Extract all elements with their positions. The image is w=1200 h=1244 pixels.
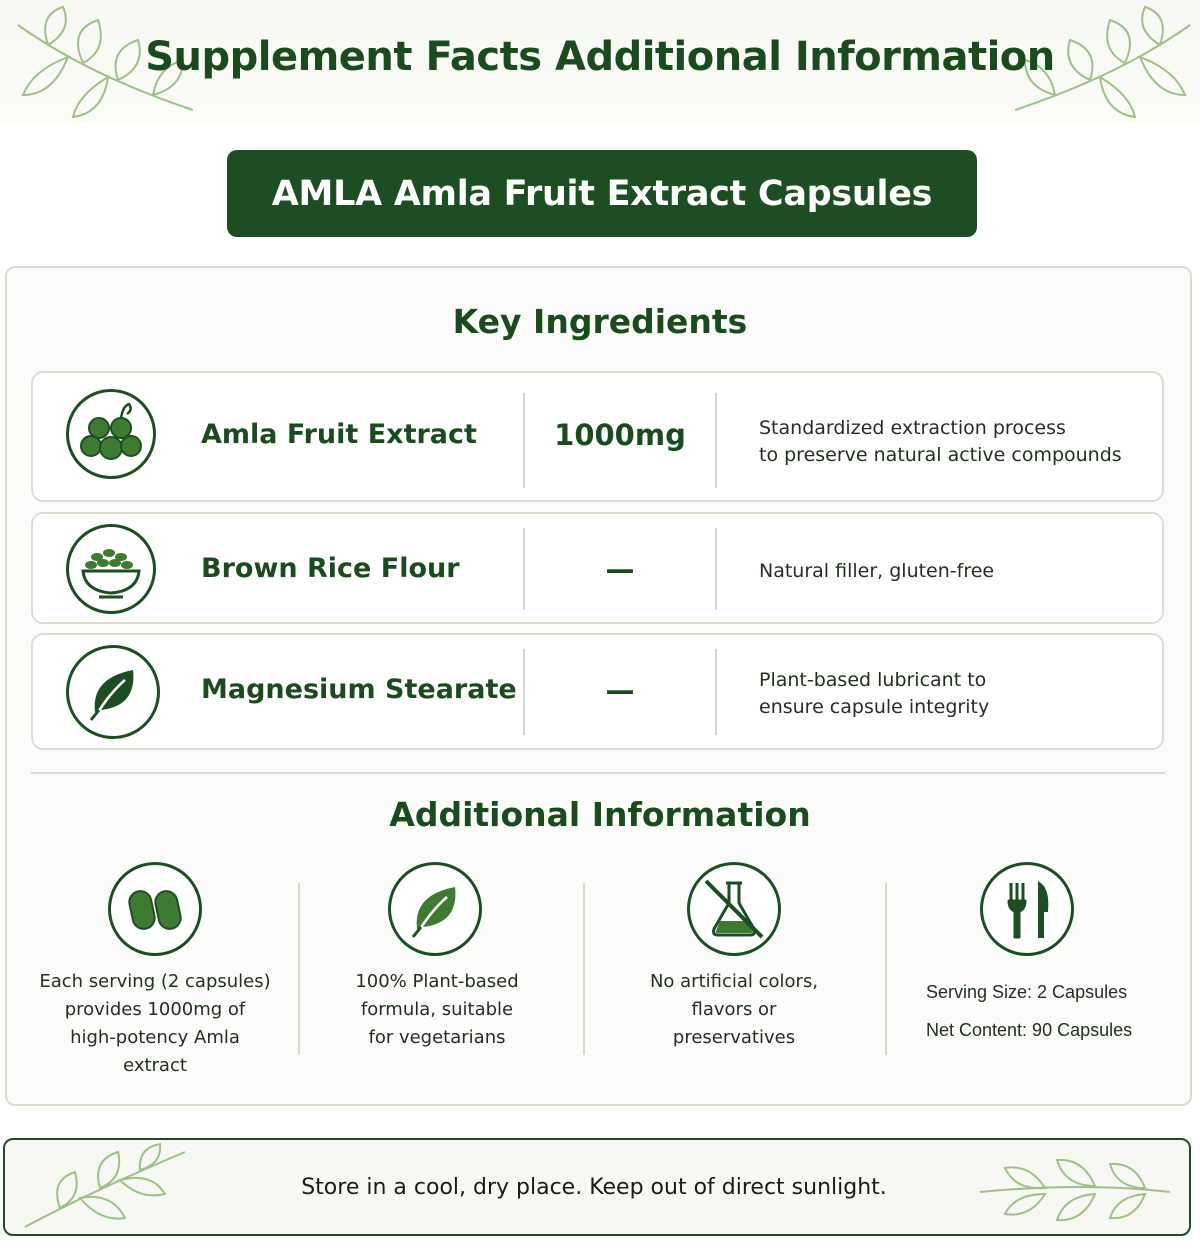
ingredient-description: Natural filler, gluten-free (759, 560, 995, 582)
section-divider (31, 772, 1165, 774)
leaf-icon (66, 645, 160, 739)
ingredient-row (31, 512, 1164, 624)
column-divider (885, 883, 887, 1055)
serving-size-text: Serving Size: 2 Capsules (926, 982, 1128, 1002)
additional-information-title: Additional Information (389, 795, 811, 834)
column-divider (715, 649, 717, 735)
column-divider (583, 883, 585, 1055)
capsules-icon (108, 862, 202, 956)
plant-based-info-text: 100% Plant-based formula, suitable for vegetarians (355, 971, 519, 1048)
serving-info-text: Each serving (2 capsules) provides 1000mg of high-potency Amla extract (39, 971, 271, 1076)
ingredient-description: Plant-based lubricant to ensure capsule integrity (759, 669, 990, 718)
ingredient-amount: 1000mg (554, 418, 686, 452)
ingredient-amount: — (605, 552, 635, 586)
key-ingredients-title: Key Ingredients (452, 302, 748, 341)
amla-berries-icon (66, 389, 156, 479)
ingredient-description: Standardized extraction process to preserve natural active compounds (759, 417, 1122, 466)
storage-instructions: Store in a cool, dry place. Keep out of direct sunlight. (301, 1175, 887, 1200)
ingredient-name: Brown Rice Flour (201, 553, 460, 584)
ingredient-name: Amla Fruit Extract (201, 419, 477, 450)
fork-knife-icon (980, 862, 1074, 956)
column-divider (715, 528, 717, 610)
ingredient-row (31, 371, 1164, 502)
leaf-icon (388, 862, 482, 956)
no-chemicals-flask-icon (687, 862, 781, 956)
column-divider (715, 393, 717, 488)
no-artificial-info-text: No artificial colors, flavors or preservatives (649, 971, 819, 1048)
net-content-text: Net Content: 90 Capsules (926, 1020, 1133, 1040)
ingredient-row (31, 633, 1164, 750)
product-name-banner: AMLA Amla Fruit Extract Capsules (227, 150, 977, 237)
ingredient-name: Magnesium Stearate (201, 674, 517, 705)
column-divider (298, 883, 300, 1055)
rice-bowl-icon (66, 524, 156, 614)
page-title: Supplement Facts Additional Information (145, 34, 1055, 80)
ingredient-amount: — (605, 673, 635, 707)
